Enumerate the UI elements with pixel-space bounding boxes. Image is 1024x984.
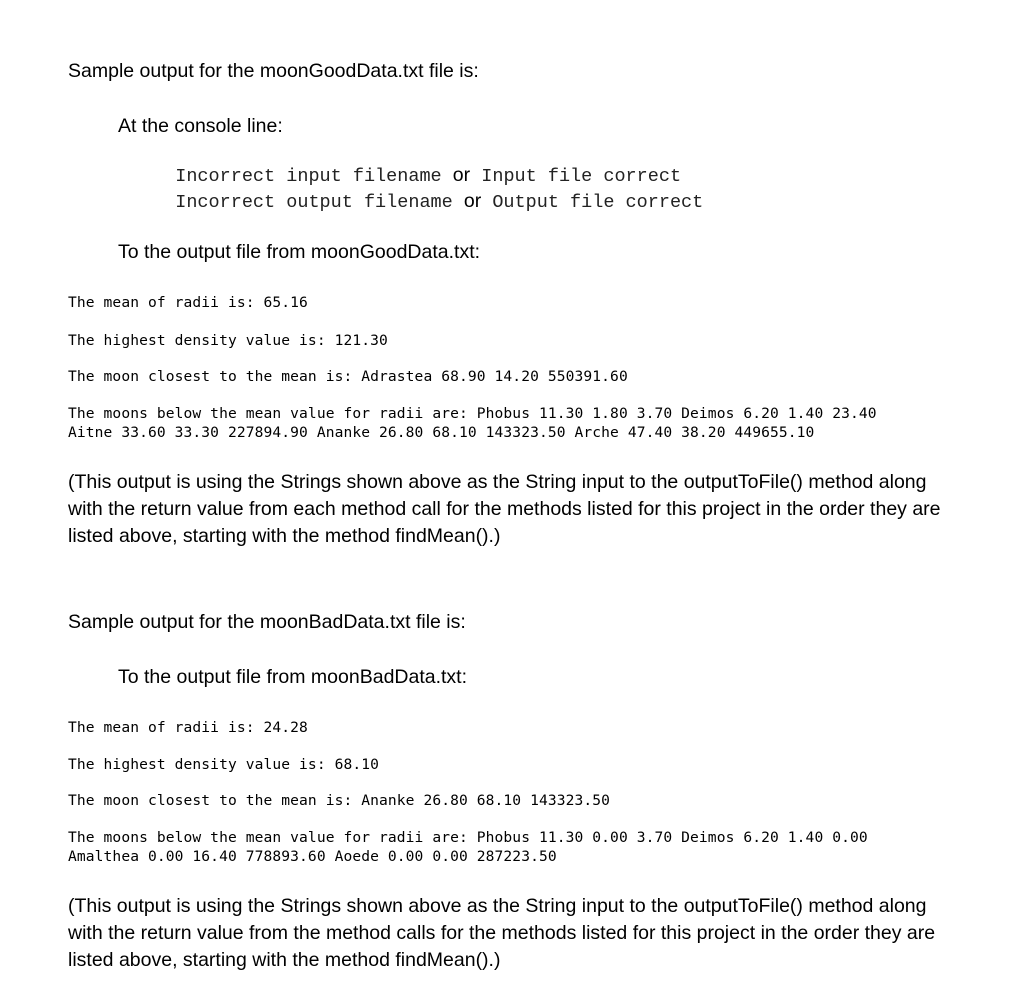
good-output-mean: The mean of radii is: 65.16 (68, 294, 308, 311)
bad-output-label: To the output file from moonBadData.txt: (118, 666, 468, 688)
good-note-paragraph: (This output is using the Strings shown above as the String input to the outputToFile() method along with the return value from each method call for the methods listed for this project in the order they are listed above, starting with the method findMean().) (68, 471, 941, 547)
bad-note-paragraph: (This output is using the Strings shown above as the String input to the outputToFile() method along with the return value from the method calls for the methods listed for this project in the order they are listed above, starting with the method findMean().) (68, 895, 936, 971)
good-data-heading: Sample output for the moonGoodData.txt file is: (68, 60, 479, 82)
good-output-below-mean-1: The moons below the mean value for radii are: Phobus 11.30 1.80 3.70 Deimos 6.20 1.40 23.40 (68, 405, 877, 422)
good-output-closest-moon: The moon closest to the mean is: Adrastea 68.90 14.20 550391.60 (68, 368, 628, 385)
bad-output-closest-moon: The moon closest to the mean is: Ananke 26.80 68.10 143323.50 (68, 792, 611, 809)
console-line-output (153, 169, 703, 213)
console-line-input-or: or (452, 164, 471, 186)
good-output-highest-density: The highest density value is: 121.30 (68, 332, 388, 349)
bad-data-heading: Sample output for the moonBadData.txt file is: (68, 611, 466, 633)
bad-output-highest-density: The highest density value is: 68.10 (68, 756, 380, 773)
good-output-below-mean-2: Aitne 33.60 33.30 227894.90 Ananke 26.80 68.10 143323.50 Arche 47.40 38.20 449655.10 (68, 424, 815, 441)
console-label: At the console line: (118, 115, 283, 137)
good-output-label: To the output file from moonGoodData.txt: (118, 241, 481, 263)
bad-output-below-mean-2: Amalthea 0.00 16.40 778893.60 Aoede 0.00 0.00 287223.50 (68, 848, 557, 865)
bad-output-below-mean-1: The moons below the mean value for radii are: Phobus 11.30 0.00 3.70 Deimos 6.20 1.40 0.00 (68, 829, 868, 846)
console-line-input-a: Incorrect input filename (175, 166, 442, 187)
console-line-input-b: Input file correct (481, 166, 682, 187)
console-line-output-a: Incorrect output filename (175, 192, 453, 213)
bad-output-mean: The mean of radii is: 24.28 (68, 719, 308, 736)
console-line-output-b: Output file correct (492, 192, 704, 213)
console-line-output-or: or (463, 190, 482, 212)
